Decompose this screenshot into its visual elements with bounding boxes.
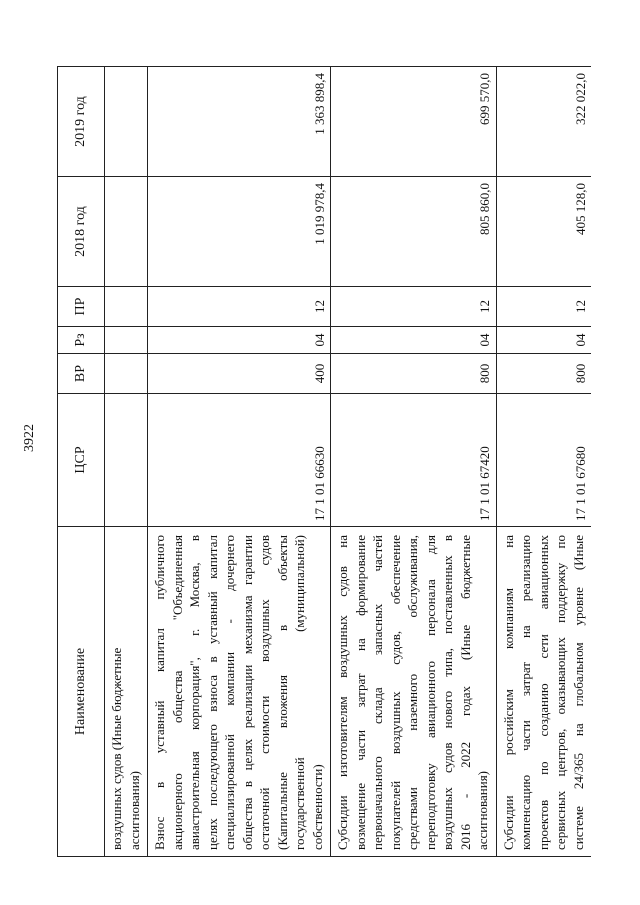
row-2019: 1 363 898,4 <box>148 67 331 177</box>
header-2019: 2019 год <box>58 67 105 177</box>
row-2018: 805 860,0 <box>331 177 497 287</box>
row-name-line: (Капитальные вложения в объекты <box>274 535 290 850</box>
row-name-line: системе 24/365 на глобальном уровне (Иные <box>570 535 586 850</box>
row-name-line: первоначального склада запасных частей <box>370 535 385 850</box>
row-name-line: специализированной компании - дочернего <box>222 535 237 850</box>
row-rz <box>105 327 148 354</box>
header-rz: Рз <box>58 327 105 354</box>
row-rz: 04 <box>331 327 497 354</box>
row-name-line: государственной (муниципальной) <box>292 535 307 850</box>
row-csr: 17 1 01 67680 <box>496 394 591 527</box>
row-name-line: покупателей воздушных судов, обеспечение <box>387 535 403 850</box>
row-2018: 405 128,0 <box>496 177 591 287</box>
row-vr: 800 <box>331 354 497 394</box>
row-name-line: авиастроительная корпорация", г. Москва, в <box>187 535 202 850</box>
budget-table-wrapper <box>57 67 609 857</box>
page-number: 3922 <box>22 424 37 452</box>
row-name-line: Взнос в уставный капитал публичного <box>152 535 167 850</box>
table-row <box>331 67 497 857</box>
row-name-line: воздушных судов нового типа, поставленных в <box>440 535 455 850</box>
row-name-line: ассигнования) <box>126 770 142 850</box>
table-header-row <box>58 67 105 857</box>
header-vr: ВР <box>58 354 105 394</box>
row-name <box>496 527 591 857</box>
row-name <box>148 527 331 857</box>
budget-table <box>57 66 591 857</box>
row-name-line: сервисных центров, оказывающих поддержку по <box>553 535 568 850</box>
row-vr <box>105 354 148 394</box>
row-pr <box>105 287 148 327</box>
row-name-line: акционерного общества "Объединенная <box>169 535 185 850</box>
row-name-line: целях последующего взноса в уставный капитал <box>204 535 220 850</box>
row-name-line: проектов по созданию сети авиационных <box>535 535 551 850</box>
row-csr: 17 1 01 66630 <box>148 394 331 527</box>
header-2018: 2018 год <box>58 177 105 287</box>
row-pr: 12 <box>496 287 591 327</box>
row-rz: 04 <box>496 327 591 354</box>
row-csr: 17 1 01 67420 <box>331 394 497 527</box>
row-pr: 12 <box>331 287 497 327</box>
row-name <box>331 527 497 857</box>
row-2019: 699 570,0 <box>331 67 497 177</box>
table-row <box>496 67 591 857</box>
row-name-line: компенсацию части затрат на реализацию <box>518 535 533 850</box>
row-2019 <box>105 67 148 177</box>
row-rz: 04 <box>148 327 331 354</box>
row-name-line: остаточной стоимости воздушных судов <box>257 535 272 850</box>
header-pr: ПР <box>58 287 105 327</box>
row-name <box>105 527 148 857</box>
row-pr: 12 <box>148 287 331 327</box>
row-name-line: Субсидии изготовителям воздушных судов на <box>335 535 350 850</box>
row-vr: 400 <box>148 354 331 394</box>
row-2019: 322 022,0 <box>496 67 591 177</box>
row-name-line: собственности) <box>309 764 325 850</box>
header-csr: ЦСР <box>58 394 105 527</box>
row-name-line: возмещение части затрат на формирование <box>352 535 368 850</box>
row-name-line: переподготовку авиационного персонала для <box>422 535 438 850</box>
row-name-line: воздушных судов (Иные бюджетные <box>109 647 124 850</box>
table-row <box>148 67 331 857</box>
row-2018: 1 019 978,4 <box>148 177 331 287</box>
row-name-line: Субсидии российским компаниям на <box>500 535 516 850</box>
row-name-line: 2016 - 2022 годах (Иные бюджетные <box>457 535 473 850</box>
row-name-line: общества в целях реализации механизма гарантии <box>239 535 255 850</box>
row-2018 <box>105 177 148 287</box>
row-vr: 800 <box>496 354 591 394</box>
table-row <box>105 67 148 857</box>
header-name: Наименование <box>58 527 105 857</box>
row-name-line: средствами наземного обслуживания, <box>405 535 420 850</box>
row-csr <box>105 394 148 527</box>
row-name-line: ассигнования) <box>475 770 490 850</box>
